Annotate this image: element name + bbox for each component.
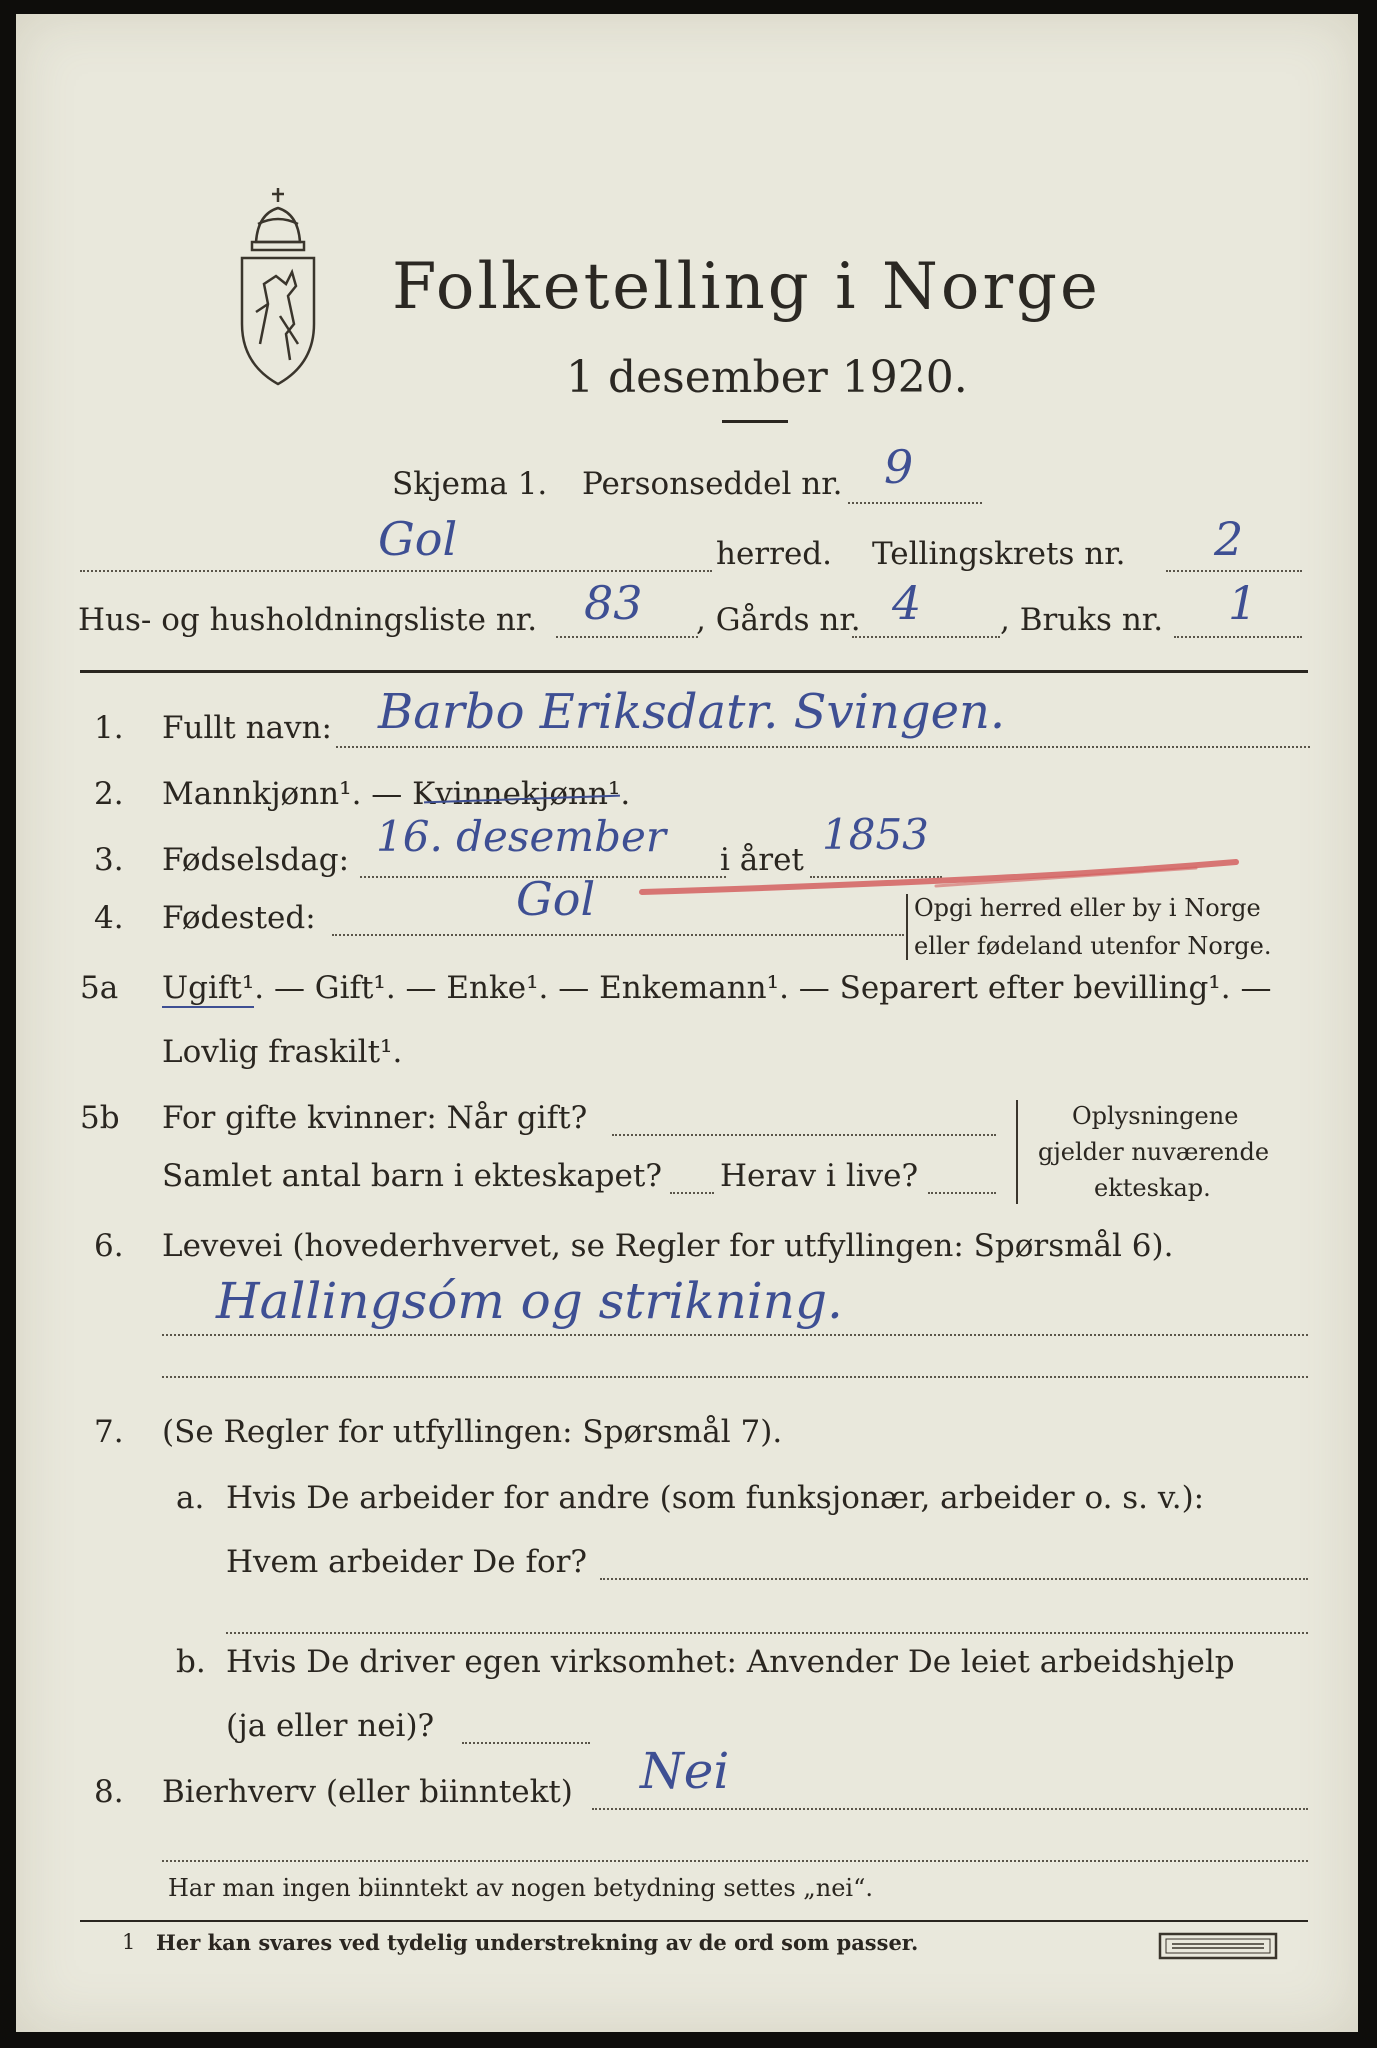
gards-label: , Gårds nr. [696,602,861,638]
q7-number: 7. [94,1414,124,1450]
bruks-label: , Bruks nr. [1000,602,1164,638]
tellingskrets-line [1166,570,1302,572]
q5b-line2b: Herav i live? [720,1158,919,1194]
q3-label: Fødselsdag: [162,842,350,878]
q7a-line2: Hvem arbeider De for? [226,1544,588,1580]
q5b-note-line2: gjelder nuværende [1038,1138,1270,1166]
q5b-children-line [670,1192,714,1194]
q1-value: Barbo Eriksdatr. Svingen. [378,684,1006,740]
q6-label: Levevei (hovederhvervet, se Regler for utfyllingen: Spørsmål 6). [162,1228,1174,1264]
herred-label: herred. [716,536,832,572]
footer-note: Har man ingen biinntekt av nogen betydning settes „nei“. [168,1874,873,1902]
q7b-line2: (ja eller nei)? [226,1708,435,1744]
q5b-note-bracket [1016,1100,1018,1204]
q1-label: Fullt navn: [162,710,332,746]
bruks-value: 1 [1228,576,1258,630]
footer-separator [80,1920,1308,1922]
title-divider [722,420,788,423]
q7a-line1: Hvis De arbeider for andre (som funksjonær, arbeider o. s. v.): [226,1480,1205,1516]
gards-value: 4 [892,576,922,630]
personseddel-value: 9 [884,440,914,494]
q5b-line1: For gifte kvinner: Når gift? [162,1100,588,1136]
hus-value: 83 [584,576,643,630]
gards-line [852,636,1000,638]
q1-line [336,746,1310,748]
q6-line1 [162,1334,1308,1336]
bruks-line [1174,636,1302,638]
q2-number: 2. [94,776,124,812]
q2-label: Mannkjønn¹. — Kvinnekjønn¹. [162,776,631,812]
q4-number: 4. [94,900,124,936]
footnote-mark: 1 [122,1930,136,1954]
q5b-line2a: Samlet antal barn i ekteskapet? [162,1158,662,1194]
q7b-line1: Hvis De driver egen virksomhet: Anvender De leiet arbeidshjelp [226,1644,1235,1680]
norwegian-coat-of-arms-icon [228,184,328,394]
q5a-line2: Lovlig fraskilt¹. [162,1034,403,1070]
q5a-number: 5a [80,970,119,1006]
hus-line [556,636,698,638]
q4-note-line2: eller fødeland utenfor Norge. [914,932,1272,960]
hus-label: Hus- og husholdningsliste nr. [78,602,538,638]
q5b-when-married-line [612,1134,996,1136]
q8-value: Nei [640,1742,730,1800]
printer-stamp-icon [1158,1930,1278,1962]
q8-label: Bierhverv (eller biinntekt) [162,1774,573,1810]
q5b-note-line1: Oplysningene [1072,1102,1239,1130]
q4-note-line1: Opgi herred eller by i Norge [914,894,1261,922]
q6-number: 6. [94,1228,124,1264]
q7a-employer-line [600,1578,1308,1580]
q6-value: Hallingsóm og strikning. [216,1272,843,1330]
q7a-letter: a. [176,1480,205,1516]
q8-line [592,1808,1308,1810]
census-form [16,14,1358,2032]
q1-number: 1. [94,710,124,746]
form-title: Folketelling i Norge [392,250,1101,324]
q5b-note-line3: ekteskap. [1094,1174,1211,1202]
q5b-alive-line [928,1192,996,1194]
tellingskrets-value: 2 [1214,512,1244,566]
q8-number: 8. [94,1774,124,1810]
q5a-line1: Ugift¹. — Gift¹. — Enke¹. — Enkemann¹. — Separert efter bevilling¹. — [162,970,1272,1006]
header-separator [80,670,1308,673]
q7a-extra-line [226,1632,1308,1634]
q7b-letter: b. [176,1644,206,1680]
q4-label: Fødested: [162,900,316,936]
q3-number: 3. [94,842,124,878]
q4-value: Gol [516,872,596,926]
personseddel-line [848,502,982,504]
q4-note-bracket [906,894,908,960]
q7b-answer-line [462,1742,590,1744]
schema-label: Skjema 1. [392,466,548,502]
q7-label: (Se Regler for utfyllingen: Spørsmål 7). [162,1414,783,1450]
census-date: 1 desember 1920. [566,352,968,403]
q4-line [332,934,904,936]
q5a-underline-ugift [162,1006,254,1008]
q3-value: 16. desember [376,812,666,861]
herred-line [80,570,712,572]
herred-value: Gol [378,512,458,566]
q3-year-value: 1853 [822,810,929,859]
footnote-text: Her kan svares ved tydelig understrekning av de ord som passer. [156,1930,919,1955]
q8-extra-line [162,1860,1308,1862]
q5b-number: 5b [80,1100,120,1136]
q6-line2 [162,1376,1308,1378]
q3-year-label: i året [720,842,804,878]
tellingskrets-label: Tellingskrets nr. [872,536,1126,572]
personseddel-label: Personseddel nr. [582,466,843,502]
